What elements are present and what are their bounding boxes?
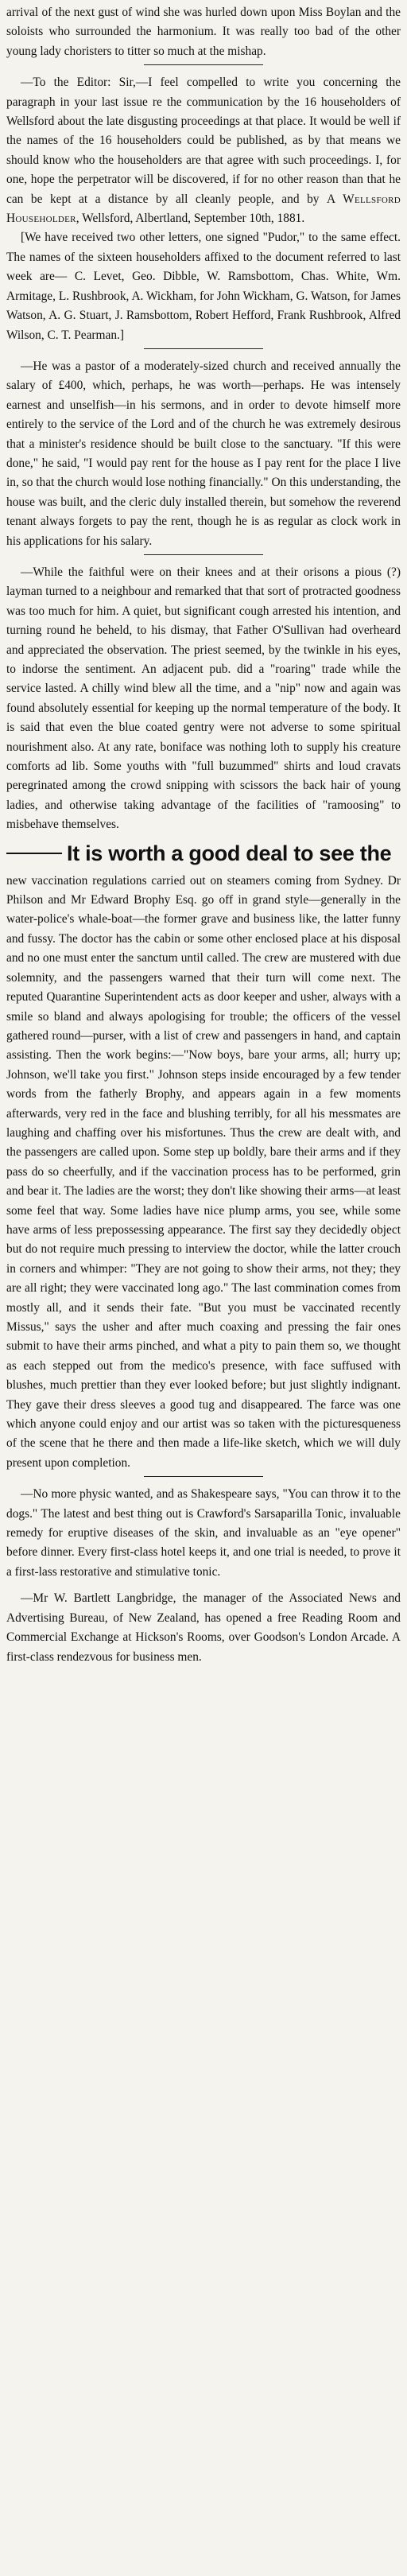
newspaper-page	[6, 0, 401, 1667]
paragraph: —He was a pastor of a moderately-sized church and received annually the salary of £400, which, perhaps, he was worth—perhaps. He was intensely earnest and unselfish—in his sermons, and in order to devote himself more entirely to the service of the Lord and of the church he was extremely desirous that a minister's residence should be built close to the sanctuary. "If this were done," he said, "I would pay rent for the house as I pay rent for the place I live in, so that the church would lose nothing financially." On this understanding, the house was built, and the cleric duly installed therein, but somehow the reverend tenant always forgets to pay the rent, though he is as regular as clock work in his applications for his salary.	[6, 359, 401, 548]
paragraph: —No more physic wanted, and as Shakespeare says, "You can throw it to the dogs." The latest and best thing out is Crawford's Sarsaparilla Tonic, invaluable remedy for eruptive diseases of the skin, and invaluable as an "eye opener" before dinner. Every first-class hotel keeps it, and one trial is needed, to prove it a first-lass restorative and stimulative tonic.	[6, 1487, 401, 1579]
article-letter-to-editor	[6, 73, 401, 345]
article-vaccination	[6, 872, 401, 1474]
paragraph: —While the faithful were on their knees and at their orisons a pious (?) layman turned to a neighbour and remarked that that sort of protracted goodness was too much for him. A quiet, but significant cough arrested his intention, and turning round he beheld, to his dismay, that Father O'Sullivan had overheard and appreciated the observation. The priest seemed, by the twinkle in his eyes, to indorse the sentiment. An adjacent pub. did a "roaring" trade while the service lasted. A chilly wind blew all the time, and a "nip" now and again was found absolutely essential for keeping up the normal temperature of the body. It is said that even the blue coated gentry were not adverse to some spiritual nourishment also. At any rate, boniface was nothing loth to supply his creature comforts ad lib. Some youths with "full buzummed" shirts and loud cravats peregrinated among the crowd snipping with scissors the back hair of young ladies, and otherwise taking advantage of the facilities of "ramoosing" to misbehave themselves.	[6, 565, 401, 832]
column-rule	[144, 554, 263, 555]
column-rule	[144, 348, 263, 349]
column-rule	[144, 64, 263, 65]
paragraph	[6, 73, 401, 228]
paragraph: arrival of the next gust of wind she was hurled down upon Miss Boylan and the soloists who surrounded the harmonium. It was really too bad of the other young lady choristers to titter so much at the mishap.	[6, 6, 401, 58]
feature-headline: It is worth a good deal to see the	[67, 841, 392, 865]
ad-sarsaparilla	[6, 1485, 401, 1582]
headline-row	[6, 840, 401, 867]
editor-note: [We have received two other letters, one signed "Pudor," to the same effect. The names of the sixteen householders affixed to the document referred to last week are— C. Levet, Geo. Dibble, W. Ramsbottom, Chas. White, Wm. Armitage, L. Rushbrook, A. Wickham, for John Wickham, G. Watson, for James Watson, A. G. Stuart, J. Ramsbottom, Robert Hefford, Frank Rushbrook, Alfred Wilson, C. T. Pearman.]	[6, 231, 401, 342]
headline-lead-rule	[6, 853, 62, 854]
ad-reading-room	[6, 1589, 401, 1667]
article-wind-mishap	[6, 3, 401, 61]
letter-signature-tail: , Wellsford, Albertland, September 10th, 1881.	[76, 212, 305, 226]
paragraph: —Mr W. Bartlett Langbridge, the manager of the Associated News and Advertising Bureau, of New Zealand, has opened a free Reading Room and Commercial Exchange at Hickson's Rooms, over Goodson's London Arcade. A first-class rendezvous for business men.	[6, 1591, 401, 1664]
paragraph: new vaccination regulations carried out on steamers coming from Sydney. Dr Philson and Mr Edward Brophy Esq. go off in grand style—generally in the water-police's whale-boat—the former grave and business like, the latter funny and fussy. The doctor has the cabin or some other enclosed place at his disposal and no one must enter the sanctum until called. The crew are mustered with due solemnity, and the passengers warned that their turn will come next. The reputed Quarantine Superintendent acts as door keeper and usher, always with a smile so bland and always apologising for trouble; the officers of the vessel gathered round—purser, with a list of crew and passengers in hand, and captain assisting. Then the work begins:—"Now boys, bare your arms, all; hurry up; Johnson, we'll take you first." Johnson steps inside encouraged by a few tender words from the fatherly Brophy, and appears again in a few moments afterwards, very red in the face and blushing terribly, for all his messmates are laughing and chaffing over his misfortunes. Thus the crew are dealt with, and the passengers are called upon. Some step up boldly, bare their arms and if they pass do so cheerfully, and if the vaccination process has to be performed, grin and bear it. The ladies are the worst; they don't like showing their arms—at least some feel that way. Some ladies have nice plump arms, you see, while some have arms of less prepossessing appearance. The first say they decidedly object but do not require much pressing to interview the doctor, while the latter crouch in corners and whimper: "They are not going to show their arms, not they; they are all right; they were vaccinated long ago." The last commination comes from mostly all, and it sends their fate. "But you must be vaccinated recently Missus," says the usher and after much coaxing and pressing the fair ones submit to have their arms pinched, and what a pity to pain them so, we thought as each stepped out from the medico's presence, with face suffused with blushes, much prettier than they ever looked before; but just slightly indignant. They gave their dress sleeves a good tug and disappeared. The farce was one which anyone could enjoy and our artist was so taken with the picturesqueness of the scene that he there and then made a life-like sketch, which we will duly present upon completion.	[6, 873, 401, 1470]
letter-body: —To the Editor: Sir,—I feel compelled to write you concerning the paragraph in your last issue re the communication by the 16 householders of Wellsford about the late disgusting proceedings at that place. It would be well if the names of the 16 householders could be published, as by that means we should know who the householders are that agree with such proceedings. I, for one, hope the perpetrator will be discovered, if for no other reason than that he can be kept at a distance by all cleanly people, and by	[6, 76, 401, 206]
letter-signature: A Wellsford Householder	[6, 192, 401, 226]
column-rule	[144, 1476, 263, 1477]
article-pastor	[6, 357, 401, 551]
article-orisons	[6, 563, 401, 835]
